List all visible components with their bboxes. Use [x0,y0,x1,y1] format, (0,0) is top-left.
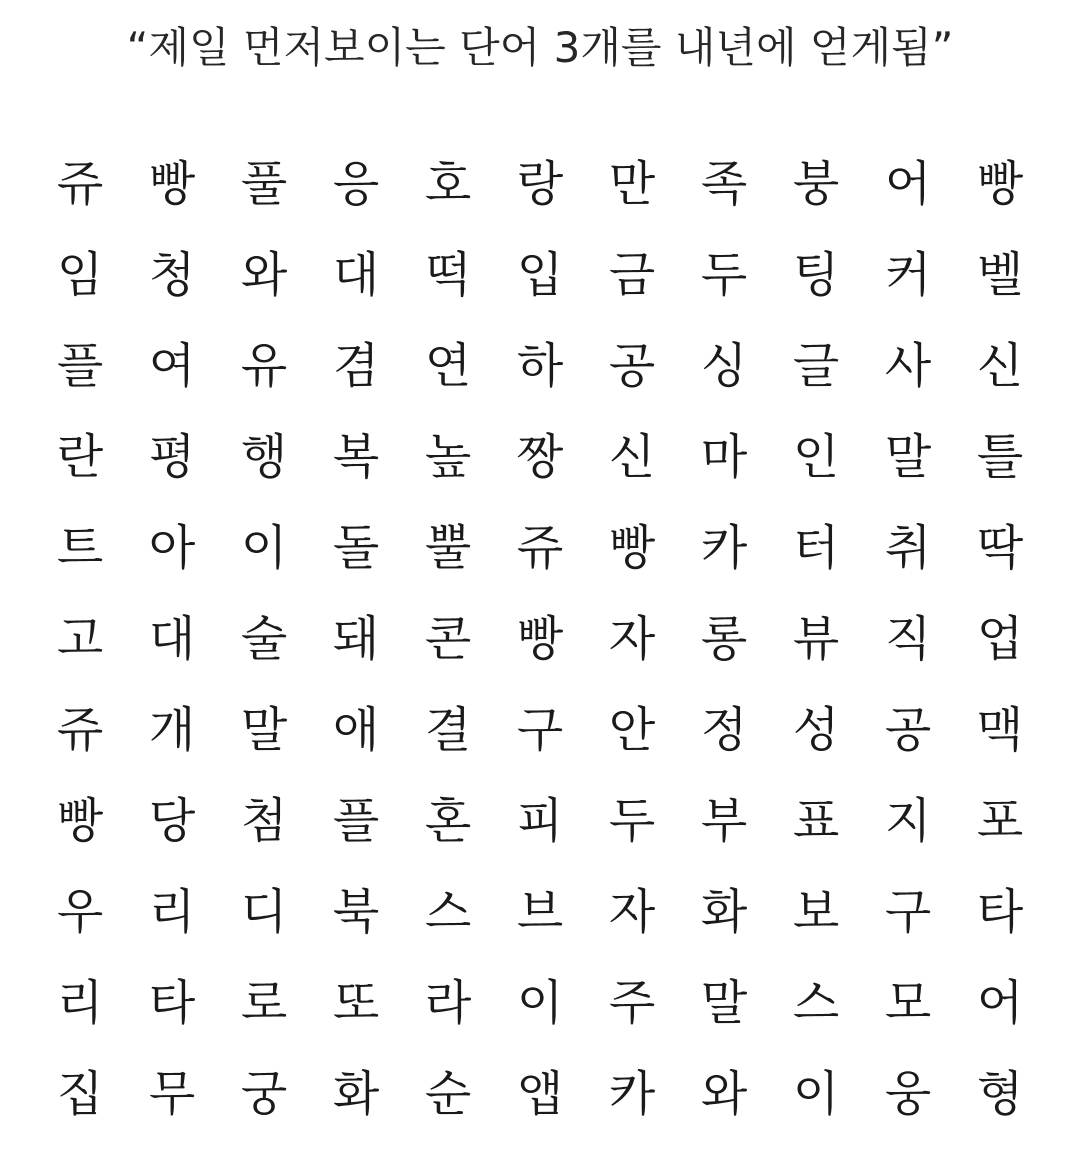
grid-cell: 안 [608,701,656,758]
grid-cell: 롱 [700,610,748,667]
grid-cell: 입 [516,246,564,303]
grid-cell: 첨 [240,792,288,849]
grid-cell: 구 [516,701,564,758]
grid-cell: 당 [148,792,196,849]
grid-cell: 금 [608,246,656,303]
grid-cell: 브 [516,883,564,940]
grid-cell: 카 [700,519,748,576]
grid-cell: 애 [332,701,380,758]
grid-cell: 웅 [884,1065,932,1122]
grid-cell: 청 [148,246,196,303]
grid-cell: 높 [424,428,472,485]
grid-cell: 타 [148,974,196,1031]
grid-cell: 구 [884,883,932,940]
grid-cell: 공 [608,337,656,394]
grid-cell: 업 [976,610,1024,667]
grid-cell: 스 [792,974,840,1031]
grid-cell: 화 [700,883,748,940]
grid-cell: 술 [240,610,288,667]
grid-cell: 보 [792,883,840,940]
grid-cell: 빵 [516,610,564,667]
grid-cell: 콘 [424,610,472,667]
grid-cell: 대 [332,246,380,303]
grid-cell: 유 [240,337,288,394]
grid-cell: 모 [884,974,932,1031]
grid-cell: 족 [700,155,748,212]
grid-cell: 싱 [700,337,748,394]
grid-cell: 로 [240,974,288,1031]
grid-cell: 고 [56,610,104,667]
grid-cell: 이 [516,974,564,1031]
grid-cell: 리 [56,974,104,1031]
grid-cell: 임 [56,246,104,303]
grid-cell: 혼 [424,792,472,849]
grid-cell: 트 [56,519,104,576]
grid-cell: 어 [884,155,932,212]
grid-cell: 빵 [56,792,104,849]
grid-cell: 자 [608,883,656,940]
grid-cell: 돌 [332,519,380,576]
grid-cell: 공 [884,701,932,758]
grid-cell: 쥬 [56,701,104,758]
grid-cell: 집 [56,1065,104,1122]
grid-cell: 마 [700,428,748,485]
grid-cell: 어 [976,974,1024,1031]
grid-cell: 맥 [976,701,1024,758]
grid-cell: 벨 [976,246,1024,303]
grid-cell: 평 [148,428,196,485]
grid-cell: 인 [792,428,840,485]
grid-cell: 겸 [332,337,380,394]
grid-cell: 스 [424,883,472,940]
grid-cell: 형 [976,1065,1024,1122]
grid-cell: 터 [792,519,840,576]
grid-cell: 피 [516,792,564,849]
grid-cell: 디 [240,883,288,940]
grid-cell: 카 [608,1065,656,1122]
grid-cell: 빵 [976,155,1024,212]
grid-cell: 말 [240,701,288,758]
grid-cell: 두 [700,246,748,303]
grid-cell: 우 [56,883,104,940]
grid-cell: 순 [424,1065,472,1122]
grid-cell: 말 [884,428,932,485]
grid-cell: 개 [148,701,196,758]
grid-cell: 행 [240,428,288,485]
grid-cell: 연 [424,337,472,394]
grid-cell: 돼 [332,610,380,667]
grid-cell: 자 [608,610,656,667]
grid-cell: 쥬 [56,155,104,212]
grid-cell: 만 [608,155,656,212]
grid-cell: 풀 [240,155,288,212]
grid-cell: 북 [332,883,380,940]
grid-cell: 와 [700,1065,748,1122]
grid-cell: 플 [332,792,380,849]
grid-cell: 표 [792,792,840,849]
grid-cell: 여 [148,337,196,394]
grid-cell: 대 [148,610,196,667]
grid-cell: 지 [884,792,932,849]
grid-cell: 성 [792,701,840,758]
grid-cell: 복 [332,428,380,485]
grid-cell: 또 [332,974,380,1031]
letter-grid [34,138,1046,1139]
grid-cell: 팅 [792,246,840,303]
grid-cell: 이 [792,1065,840,1122]
grid-cell: 결 [424,701,472,758]
grid-cell: 무 [148,1065,196,1122]
grid-cell: 붕 [792,155,840,212]
grid-cell: 딱 [976,519,1024,576]
grid-cell: 빵 [608,519,656,576]
grid-cell: 와 [240,246,288,303]
grid-cell: 랑 [516,155,564,212]
grid-cell: 응 [332,155,380,212]
grid-cell: 란 [56,428,104,485]
grid-cell: 두 [608,792,656,849]
page-title: “제일 먼저보이는 단어 3개를 내년에 얻게됨” [126,23,954,72]
grid-cell: 주 [608,974,656,1031]
grid-cell: 호 [424,155,472,212]
grid-cell: 뿔 [424,519,472,576]
grid-cell: 쥬 [516,519,564,576]
grid-cell: 짱 [516,428,564,485]
grid-cell: 말 [700,974,748,1031]
grid-cell: 부 [700,792,748,849]
grid-cell: 하 [516,337,564,394]
grid-cell: 이 [240,519,288,576]
grid-cell: 뷰 [792,610,840,667]
grid-cell: 라 [424,974,472,1031]
grid-cell: 커 [884,246,932,303]
grid-cell: 리 [148,883,196,940]
grid-cell: 정 [700,701,748,758]
grid-cell: 신 [608,428,656,485]
grid-cell: 직 [884,610,932,667]
grid-cell: 화 [332,1065,380,1122]
grid-cell: 취 [884,519,932,576]
grid-cell: 궁 [240,1065,288,1122]
grid-cell: 떡 [424,246,472,303]
grid-cell: 신 [976,337,1024,394]
grid-cell: 사 [884,337,932,394]
grid-cell: 타 [976,883,1024,940]
grid-cell: 빵 [148,155,196,212]
grid-cell: 아 [148,519,196,576]
grid-cell: 앱 [516,1065,564,1122]
grid-cell: 포 [976,792,1024,849]
grid-cell: 틀 [976,428,1024,485]
grid-cell: 글 [792,337,840,394]
grid-cell: 플 [56,337,104,394]
